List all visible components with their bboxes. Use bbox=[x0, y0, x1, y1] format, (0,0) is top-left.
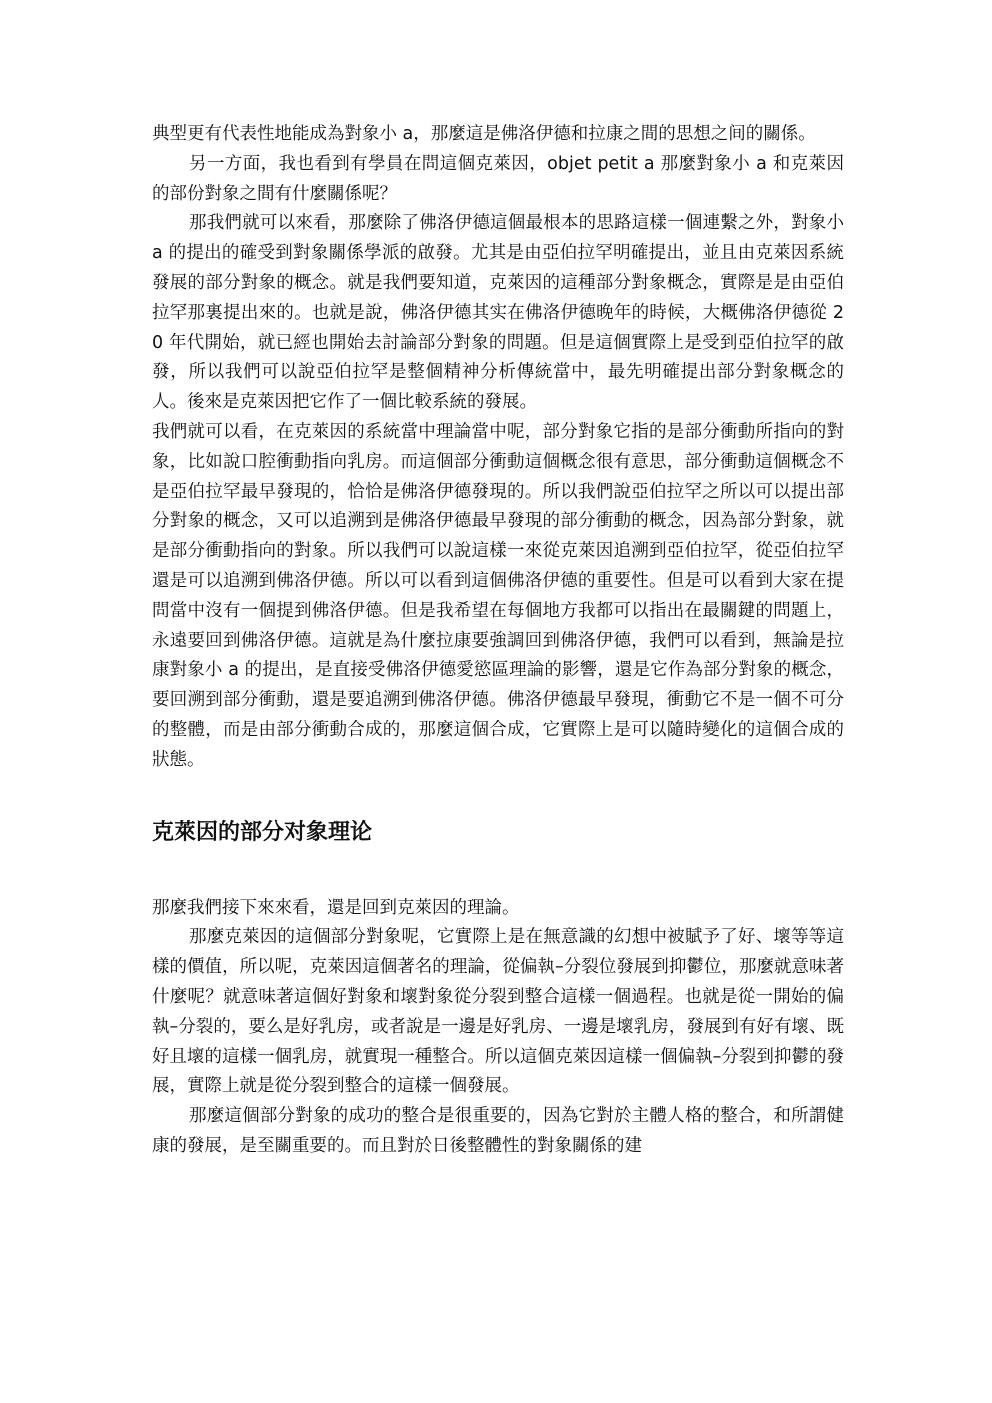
document-body bbox=[152, 120, 844, 1162]
paragraph: 那麼我們接下來來看，還是回到克萊因的理論。 bbox=[152, 897, 520, 918]
paragraph: 另一方面，我也看到有學員在問這個克萊因，objet petit a 那麼對象小 a 和克萊因的部份對象之間有什麼關係呢？ bbox=[152, 153, 844, 204]
paragraph: 那麼克萊因的這個部分對象呢，它實際上是在無意識的幻想中被賦予了好、壞等等這樣的價值，所以呢，克萊因這個著名的理論，從偏執–分裂位發展到抑鬱位，那麼就意味著什麼呢？就意味著這個好對象和壞對象從分裂到整合這樣一個過程。也就是從一開始的偏執–分裂的，要么是好乳房，或者說是一邊是好乳房、一邊是壞乳房，發展到有好有壞、既好且壞的這樣一個乳房，就實現一種整合。所以這個克萊因這樣一個偏執–分裂到抑鬱的發展，實際上就是從分裂到整合的這樣一個發展。 bbox=[152, 927, 844, 1097]
paragraph: 那麼這個部分對象的成功的整合是很重要的，因為它對於主體人格的整合，和所謂健康的發展，是至關重要的。而且對於日後整體性的對象關係的建 bbox=[152, 1106, 844, 1156]
paragraph: 典型更有代表性地能成為對象小 a，那麼這是佛洛伊德和拉康之間的思想之间的關係。 bbox=[152, 124, 816, 144]
paragraph: 我們就可以看，在克萊因的系統當中理論當中呢，部分對象它指的是部分衝動所指向的對象，比如說口腔衝動指向乳房。而這個部分衝動這個概念很有意思，部分衝動這個概念不是亞伯拉罕最早發現的，恰恰是佛洛伊德發現的。所以我們說亞伯拉罕之所以可以提出部分對象的概念，又可以追溯到是佛洛伊德最早發現的部分衝動的概念，因為部分對象，就是部分衝動指向的對象。所以我們可以說這樣一來從克萊因追溯到亞伯拉罕，從亞伯拉罕還是可以追溯到佛洛伊德。所以可以看到這個佛洛伊德的重要性。但是可以看到大家在提問當中沒有一個提到佛洛伊德。但是我希望在每個地方我都可以指出在最關鍵的問題上，永遠要回到佛洛伊德。這就是為什麼拉康要強調回到佛洛伊德，我們可以看到，無論是拉康對象小 a 的提出，是直接受佛洛伊德愛慾區理論的影響，還是它作為部分對象的概念，要回溯到部分衝動，還是要追溯到佛洛伊德。佛洛伊德最早發現，衝動它不是一個不可分的整體，而是由部分衝動合成的，那麼這個合成，它實際上是可以隨時變化的這個合成的狀態。 bbox=[152, 421, 844, 770]
section-heading: 克萊因的部分对象理论 bbox=[152, 819, 373, 845]
paragraph: 那我們就可以來看，那麼除了佛洛伊德這個最根本的思路這樣一個連繫之外，對象小 a 的提出的確受到對象關係學派的啟發。尤其是由亞伯拉罕明確提出，並且由克萊因系統發展的部分對象的概念。就是我們要知道，克萊因的這種部分對象概念，實際是是由亞伯拉罕那裏提出來的。也就是說，佛洛伊德其实在佛洛伊德晚年的時候，大概佛洛伊德從 20 年代開始，就已經也開始去討論部分對象的問題。但是這個實際上是受到亞伯拉罕的啟發，所以我們可以說亞伯拉罕是整個精神分析傳統當中，最先明確提出部分對象概念的人。後來是克萊因把它作了一個比較系統的發展。 bbox=[152, 213, 844, 413]
